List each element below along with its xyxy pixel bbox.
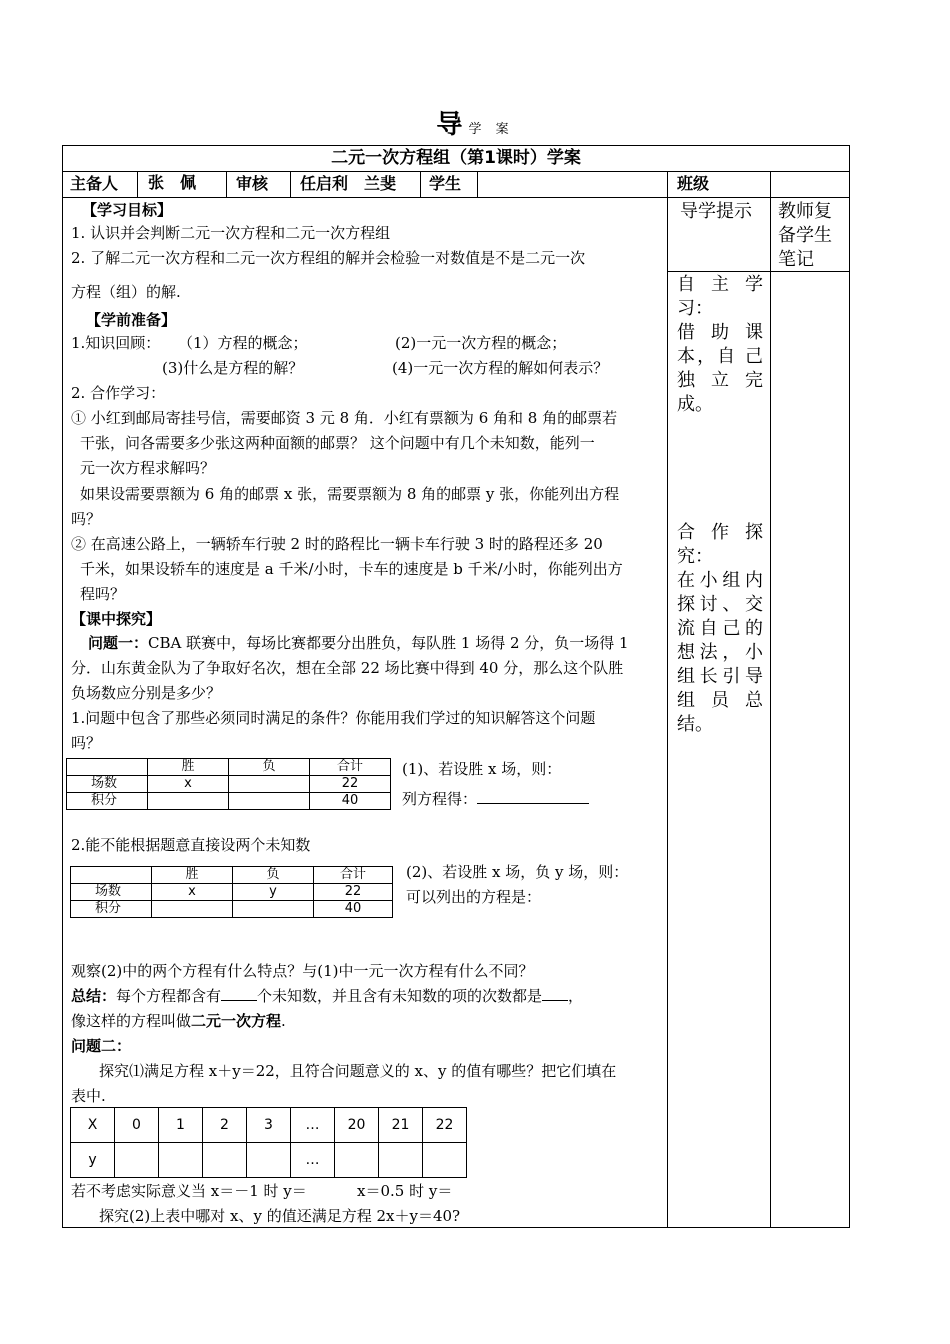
reviewer-names: 任启利 兰斐 [300, 174, 397, 193]
question-1b: 分．山东黄金队为了争取好名次，想在全部 22 场比赛中得到 40 分，那么这个队胜 [71, 659, 624, 677]
explore-1a: 探究⑴满足方程 x＋y＝22，且符合问题意义的 x、y 的值有哪些？把它们填在 [99, 1062, 617, 1080]
problem-2a: 如果设需要票额为 6 角的邮票 x 张，需要票额为 8 角的邮票 y 张，你能列出方程 [80, 485, 620, 503]
explore-3: 探究(2)上表中哪对 x、y 的值还满足方程 2x＋y＝40? [99, 1207, 461, 1225]
review-q4: (4)一元一次方程的解如何表示？ [392, 359, 609, 377]
t1-note-1: (1)、若设胜 x 场，则： [402, 760, 562, 778]
teacher-notes-title: 教师复 备学生 笔记 [778, 201, 832, 270]
problem-1c: 元一次方程求解吗？ [80, 459, 216, 477]
prep-heading: 【学前准备】 [86, 311, 177, 329]
score-table-1: 胜 负 合计 场数 x 22 积分 40 [66, 758, 391, 810]
label-class: 班级 [677, 174, 710, 193]
question-1c: 负场数应分别是多少？ [71, 684, 222, 702]
goals-heading: 【学习目标】 [82, 201, 173, 219]
step-1a: 1.问题中包含了那些必须同时满足的条件？你能用我们学过的知识解答这个问题 [71, 709, 596, 727]
self-study-hint: 自 主 学 习： 借 助 课 本，自 己 独 立 完 成。 [677, 274, 763, 415]
header-big-char: 导 [436, 110, 463, 140]
observe-text: 观察(2)中的两个方程有什么特点？与(1)中一元一次方程有什么不同？ [71, 962, 534, 980]
problem-3b: 千米，如果设轿车的速度是 a 千米/小时，卡车的速度是 b 千米/小时，你能列出方 [80, 560, 623, 578]
explore-heading: 【课中探究】 [71, 610, 162, 628]
review-label: 1.知识回顾： [71, 334, 161, 352]
goal-item-2b: 方程（组）的解. [71, 283, 181, 301]
review-q3: (3)什么是方程的解？ [162, 359, 304, 377]
guide-title: 导学提示 [680, 201, 752, 222]
explore-1b: 表中. [71, 1087, 106, 1105]
summary-line-1: 总结：每个方程都含有 个未知数，并且含有未知数的项的次数都是 ， [71, 987, 584, 1005]
cooperation-hint: 合 作 探 究： 在小组内 探讨、交 流自己的 想法，小 组长引导 组 员 总 结。 [677, 522, 763, 735]
problem-1a: ① 小红到邮局寄挂号信，需要邮资 3 元 8 角．小红有票额为 6 角和 8 角的邮票若 [71, 409, 618, 427]
problem-3a: ② 在高速公路上，一辆轿车行驶 2 时的路程比一辆卡车行驶 3 时的路程还多 20 [71, 535, 603, 553]
xy-values-table: X 0 1 2 3 … 20 21 22 y … [70, 1107, 467, 1178]
t1-note-2: 列方程得： [402, 788, 589, 810]
explore-2b: x＝0.5 时 y＝ [357, 1182, 453, 1200]
label-review: 审核 [236, 174, 269, 193]
label-preparer: 主备人 [70, 174, 119, 193]
score-table-2: 胜 负 合计 场数 x y 22 积分 40 [70, 866, 393, 918]
question-2-label: 问题二： [71, 1037, 132, 1055]
coop-label: 2. 合作学习： [71, 384, 166, 402]
page-title: 二元一次方程组（第1课时）学案 [331, 148, 581, 168]
goal-item-1: 1. 认识并会判断二元一次方程和二元一次方程组 [71, 224, 391, 242]
header-small-chars: 学 案 [468, 122, 514, 137]
problem-1b: 干张，问各需要多少张这两种面额的邮票？ 这个问题中有几个未知数，能列一 [80, 434, 595, 452]
question-1a: 问题一：CBA 联赛中，每场比赛都要分出胜负，每队胜 1 场得 2 分，负一场得 1 [88, 634, 629, 652]
review-q1: （1）方程的概念； [178, 334, 308, 352]
step-2: 2.能不能根据题意直接设两个未知数 [71, 836, 311, 854]
problem-3c: 程吗？ [80, 585, 126, 603]
problem-2b: 吗？ [71, 510, 102, 528]
step-1b: 吗？ [71, 734, 102, 752]
goal-item-2a: 2. 了解二元一次方程和二元一次方程组的解并会检验一对数值是不是二元一次 [71, 249, 586, 267]
explore-2a: 若不考虑实际意义当 x＝－1 时 y＝ [71, 1182, 307, 1200]
t2-note-2: 可以列出的方程是： [406, 888, 542, 906]
preparer-name: 张 佩 [148, 173, 197, 192]
t2-note-1: (2)、若设胜 x 场，负 y 场，则： [406, 863, 629, 881]
review-q2: (2)一元一次方程的概念； [395, 334, 567, 352]
page-header [0, 104, 950, 141]
label-student: 学生 [429, 174, 462, 193]
summary-line-2: 像这样的方程叫做二元一次方程. [71, 1012, 286, 1030]
